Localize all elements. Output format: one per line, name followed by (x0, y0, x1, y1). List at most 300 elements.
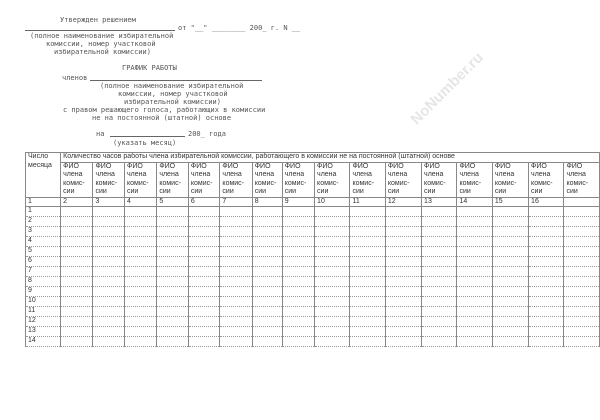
hours-cell[interactable] (457, 227, 492, 237)
hours-cell[interactable] (492, 217, 528, 227)
hours-cell[interactable] (157, 247, 189, 257)
hours-cell[interactable] (350, 287, 385, 297)
member-column-header: ФИО члена комис- сии (282, 162, 314, 197)
day-number: 4 (26, 237, 61, 247)
hours-cell[interactable] (61, 297, 93, 307)
commission-hint-1: (полное наименование избирательной (30, 32, 174, 40)
hours-cell[interactable] (188, 217, 220, 227)
hours-cell[interactable] (492, 237, 528, 247)
hours-cell[interactable] (252, 337, 282, 347)
hours-cell[interactable] (125, 307, 157, 317)
member-column-header: ФИО члена комис- сии (492, 162, 528, 197)
hours-cell[interactable] (385, 247, 421, 257)
hours-cell[interactable] (125, 297, 157, 307)
hours-cell[interactable] (422, 317, 457, 327)
hours-cell[interactable] (529, 307, 564, 317)
hours-cell[interactable] (350, 327, 385, 337)
column-number (564, 197, 600, 207)
hours-cell[interactable] (315, 257, 350, 267)
hours-cell[interactable] (93, 337, 125, 347)
day-column-header: Число месяца (26, 153, 61, 198)
hours-cell[interactable] (529, 327, 564, 337)
column-number: 3 (93, 197, 125, 207)
day-number: 13 (26, 327, 61, 337)
hours-cell[interactable] (315, 227, 350, 237)
hours-cell[interactable] (564, 337, 600, 347)
hours-cell[interactable] (492, 337, 528, 347)
hours-cell[interactable] (220, 237, 252, 247)
hours-cell[interactable] (492, 267, 528, 277)
column-number: 1 (26, 197, 61, 207)
hours-cell[interactable] (564, 267, 600, 277)
hours-cell[interactable] (282, 337, 314, 347)
hours-cell[interactable] (529, 247, 564, 257)
hours-cell[interactable] (282, 287, 314, 297)
day-number: 6 (26, 257, 61, 267)
hours-cell[interactable] (252, 247, 282, 257)
subtitle-2: не на постоянной (штатной) основе (92, 114, 232, 122)
hours-cell[interactable] (492, 257, 528, 267)
member-column-header: ФИО члена комис- сии (315, 162, 350, 197)
approved-label: Утвержден решением (60, 16, 136, 24)
hours-cell[interactable] (315, 337, 350, 347)
hours-cell[interactable] (457, 247, 492, 257)
hours-cell[interactable] (282, 217, 314, 227)
hours-cell[interactable] (125, 317, 157, 327)
hours-cell[interactable] (125, 327, 157, 337)
hours-cell[interactable] (385, 257, 421, 267)
hours-cell[interactable] (125, 217, 157, 227)
hours-cell[interactable] (350, 337, 385, 347)
document-title: ГРАФИК РАБОТЫ (122, 64, 177, 72)
hours-cell[interactable] (282, 227, 314, 237)
hours-cell[interactable] (457, 217, 492, 227)
hours-cell[interactable] (220, 257, 252, 267)
hours-cell[interactable] (315, 307, 350, 317)
hours-cell[interactable] (61, 317, 93, 327)
hours-cell[interactable] (188, 267, 220, 277)
hours-cell[interactable] (492, 307, 528, 317)
hours-cell[interactable] (157, 277, 189, 287)
day-number: 12 (26, 317, 61, 327)
hours-cell[interactable] (93, 327, 125, 337)
hours-cell[interactable] (385, 227, 421, 237)
hours-cell[interactable] (422, 207, 457, 217)
hours-cell[interactable] (282, 317, 314, 327)
column-number: 7 (220, 197, 252, 207)
hours-cell[interactable] (315, 297, 350, 307)
hours-cell[interactable] (385, 317, 421, 327)
hours-cell[interactable] (157, 337, 189, 347)
hours-cell[interactable] (457, 337, 492, 347)
hours-cell[interactable] (422, 337, 457, 347)
hours-cell[interactable] (564, 317, 600, 327)
members-label: членов (62, 74, 88, 82)
member-column-header: ФИО члена комис- сии (220, 162, 252, 197)
hours-cell[interactable] (385, 267, 421, 277)
hours-cell[interactable] (564, 327, 600, 337)
hours-cell[interactable] (315, 237, 350, 247)
day-number: 7 (26, 267, 61, 277)
hours-cell[interactable] (188, 207, 220, 217)
subtitle-1: с правом решающего голоса, работающих в комиссии (63, 106, 266, 114)
hours-cell[interactable] (252, 307, 282, 317)
column-number: 2 (61, 197, 93, 207)
commission-hint-3: избирательной комиссии) (54, 48, 151, 56)
hours-cell[interactable] (350, 257, 385, 267)
hours-cell[interactable] (220, 277, 252, 287)
hours-cell[interactable] (157, 267, 189, 277)
column-number: 11 (350, 197, 385, 207)
table-row (26, 207, 600, 217)
column-number: 13 (422, 197, 457, 207)
hours-cell[interactable] (220, 267, 252, 277)
hours-cell[interactable] (564, 307, 600, 317)
hours-cell[interactable] (157, 327, 189, 337)
hours-cell[interactable] (457, 317, 492, 327)
hours-cell[interactable] (220, 287, 252, 297)
hours-cell[interactable] (282, 257, 314, 267)
hours-cell[interactable] (252, 227, 282, 237)
hours-cell[interactable] (157, 207, 189, 217)
table-row (26, 337, 600, 347)
hours-cell[interactable] (188, 287, 220, 297)
hours-cell[interactable] (220, 227, 252, 237)
hours-cell[interactable] (61, 327, 93, 337)
hours-cell[interactable] (564, 257, 600, 267)
table-row (26, 267, 600, 277)
member-column-header: ФИО члена комис- сии (188, 162, 220, 197)
hours-cell[interactable] (315, 327, 350, 337)
day-number: 3 (26, 227, 61, 237)
hours-cell[interactable] (457, 297, 492, 307)
hours-cell[interactable] (529, 217, 564, 227)
member-column-header: ФИО члена комис- сии (457, 162, 492, 197)
hours-cell[interactable] (282, 327, 314, 337)
hours-cell[interactable] (157, 237, 189, 247)
hours-cell[interactable] (252, 257, 282, 267)
hours-cell[interactable] (93, 287, 125, 297)
hours-cell[interactable] (220, 317, 252, 327)
hours-cell[interactable] (315, 247, 350, 257)
hours-cell[interactable] (492, 247, 528, 257)
hours-cell[interactable] (457, 237, 492, 247)
hours-cell[interactable] (422, 217, 457, 227)
hours-cell[interactable] (188, 317, 220, 327)
hours-cell[interactable] (350, 267, 385, 277)
hours-cell[interactable] (350, 247, 385, 257)
hours-cell[interactable] (93, 257, 125, 267)
hours-cell[interactable] (188, 307, 220, 317)
hours-cell[interactable] (529, 337, 564, 347)
hours-cell[interactable] (350, 237, 385, 247)
hours-cell[interactable] (93, 227, 125, 237)
hours-cell[interactable] (282, 237, 314, 247)
hours-cell[interactable] (564, 287, 600, 297)
member-column-header: ФИО члена комис- сии (61, 162, 93, 197)
hours-cell[interactable] (220, 307, 252, 317)
hours-cell[interactable] (61, 337, 93, 347)
hours-cell[interactable] (125, 287, 157, 297)
hours-cell[interactable] (188, 237, 220, 247)
hours-cell[interactable] (492, 297, 528, 307)
hours-cell[interactable] (385, 297, 421, 307)
day-number: 5 (26, 247, 61, 257)
hours-cell[interactable] (188, 297, 220, 307)
hours-cell[interactable] (61, 237, 93, 247)
hours-cell[interactable] (125, 227, 157, 237)
hours-cell[interactable] (157, 257, 189, 267)
watermark: NoNumber.ru (407, 49, 487, 129)
hours-cell[interactable] (125, 257, 157, 267)
table-row (26, 237, 600, 247)
hours-cell[interactable] (529, 207, 564, 217)
hours-cell[interactable] (93, 277, 125, 287)
hours-cell[interactable] (93, 217, 125, 227)
hours-cell[interactable] (61, 307, 93, 317)
hours-cell[interactable] (315, 277, 350, 287)
hours-cell[interactable] (157, 217, 189, 227)
table-row (26, 287, 600, 297)
hours-cell[interactable] (385, 287, 421, 297)
hours-cell[interactable] (93, 237, 125, 247)
hours-cell[interactable] (125, 247, 157, 257)
hours-cell[interactable] (125, 277, 157, 287)
hours-cell[interactable] (457, 327, 492, 337)
day-number: 11 (26, 307, 61, 317)
hours-cell[interactable] (220, 217, 252, 227)
decision-date-line: от "__" ________ 200_ г. N __ (178, 24, 301, 32)
table-row (26, 327, 600, 337)
hours-cell[interactable] (457, 207, 492, 217)
hours-cell[interactable] (350, 217, 385, 227)
hours-cell[interactable] (188, 227, 220, 237)
hours-cell[interactable] (252, 317, 282, 327)
hours-cell[interactable] (564, 297, 600, 307)
column-number: 12 (385, 197, 421, 207)
hours-cell[interactable] (492, 317, 528, 327)
hours-cell[interactable] (457, 307, 492, 317)
table-row (26, 217, 600, 227)
member-column-header: ФИО члена комис- сии (93, 162, 125, 197)
day-number: 1 (26, 207, 61, 217)
column-number: 6 (188, 197, 220, 207)
hours-cell[interactable] (220, 297, 252, 307)
hours-cell[interactable] (422, 227, 457, 237)
hours-cell[interactable] (350, 207, 385, 217)
hours-cell[interactable] (157, 307, 189, 317)
hours-cell[interactable] (125, 337, 157, 347)
hours-cell[interactable] (93, 307, 125, 317)
hours-cell[interactable] (252, 297, 282, 307)
work-schedule-table (25, 152, 600, 347)
column-number: 9 (282, 197, 314, 207)
hours-cell[interactable] (61, 287, 93, 297)
hours-cell[interactable] (61, 277, 93, 287)
hours-cell[interactable] (350, 297, 385, 307)
members-hint-1: (полное наименование избирательной (100, 82, 244, 90)
hours-cell[interactable] (93, 267, 125, 277)
hours-cell[interactable] (350, 277, 385, 287)
member-column-header: ФИО члена комис- сии (564, 162, 600, 197)
hours-cell[interactable] (422, 287, 457, 297)
hours-cell[interactable] (457, 287, 492, 297)
hours-cell[interactable] (422, 297, 457, 307)
hours-cell[interactable] (529, 267, 564, 277)
hours-cell[interactable] (93, 297, 125, 307)
commission-name-line (25, 30, 175, 31)
hours-cell[interactable] (422, 267, 457, 277)
day-number: 2 (26, 217, 61, 227)
hours-cell[interactable] (457, 257, 492, 267)
hours-cell[interactable] (529, 317, 564, 327)
group-header: Количество часов работы члена избирательной комиссии, работающего в комиссии не на постоянной (штатной) основе (61, 153, 600, 163)
table-row (26, 297, 600, 307)
column-number: 15 (492, 197, 528, 207)
hours-cell[interactable] (529, 277, 564, 287)
hours-cell[interactable] (282, 307, 314, 317)
hours-cell[interactable] (125, 237, 157, 247)
hours-cell[interactable] (220, 247, 252, 257)
hours-cell[interactable] (385, 327, 421, 337)
hours-cell[interactable] (252, 237, 282, 247)
member-column-header: ФИО члена комис- сии (385, 162, 421, 197)
hours-cell[interactable] (188, 247, 220, 257)
hours-cell[interactable] (529, 287, 564, 297)
hours-cell[interactable] (157, 297, 189, 307)
members-hint-2: комиссии, номер участковой (118, 90, 228, 98)
column-number: 5 (157, 197, 189, 207)
month-hint: (указать месяц) (113, 139, 177, 147)
hours-cell[interactable] (282, 247, 314, 257)
hours-cell[interactable] (157, 227, 189, 237)
hours-cell[interactable] (188, 337, 220, 347)
hours-cell[interactable] (385, 207, 421, 217)
column-number: 16 (529, 197, 564, 207)
hours-cell[interactable] (422, 237, 457, 247)
hours-cell[interactable] (529, 257, 564, 267)
hours-cell[interactable] (422, 247, 457, 257)
hours-cell[interactable] (61, 217, 93, 227)
hours-cell[interactable] (529, 227, 564, 237)
column-number: 10 (315, 197, 350, 207)
hours-cell[interactable] (385, 277, 421, 287)
hours-cell[interactable] (564, 247, 600, 257)
day-number: 10 (26, 297, 61, 307)
hours-cell[interactable] (529, 237, 564, 247)
hours-cell[interactable] (457, 277, 492, 287)
hours-cell[interactable] (61, 227, 93, 237)
member-column-header: ФИО члена комис- сии (252, 162, 282, 197)
hours-cell[interactable] (315, 287, 350, 297)
hours-cell[interactable] (564, 217, 600, 227)
hours-cell[interactable] (350, 307, 385, 317)
month-prefix: на (96, 130, 105, 138)
hours-cell[interactable] (385, 217, 421, 227)
hours-cell[interactable] (457, 267, 492, 277)
hours-cell[interactable] (492, 327, 528, 337)
hours-cell[interactable] (93, 207, 125, 217)
hours-cell[interactable] (564, 237, 600, 247)
hours-cell[interactable] (252, 207, 282, 217)
hours-cell[interactable] (529, 297, 564, 307)
column-number: 8 (252, 197, 282, 207)
hours-cell[interactable] (61, 267, 93, 277)
hours-cell[interactable] (93, 317, 125, 327)
day-number: 9 (26, 287, 61, 297)
hours-cell[interactable] (220, 327, 252, 337)
hours-cell[interactable] (564, 207, 600, 217)
hours-cell[interactable] (188, 327, 220, 337)
hours-cell[interactable] (157, 317, 189, 327)
hours-cell[interactable] (422, 257, 457, 267)
hours-cell[interactable] (282, 297, 314, 307)
hours-cell[interactable] (385, 307, 421, 317)
hours-cell[interactable] (188, 257, 220, 267)
hours-cell[interactable] (385, 337, 421, 347)
column-number: 4 (125, 197, 157, 207)
members-line (90, 80, 262, 81)
member-column-header: ФИО члена комис- сии (125, 162, 157, 197)
hours-cell[interactable] (422, 307, 457, 317)
hours-cell[interactable] (220, 337, 252, 347)
hours-cell[interactable] (564, 227, 600, 237)
hours-cell[interactable] (315, 207, 350, 217)
hours-cell[interactable] (315, 317, 350, 327)
hours-cell[interactable] (350, 227, 385, 237)
day-number: 14 (26, 337, 61, 347)
hours-cell[interactable] (252, 287, 282, 297)
hours-cell[interactable] (282, 207, 314, 217)
hours-cell[interactable] (385, 237, 421, 247)
commission-hint-2: комиссии, номер участковой (46, 40, 156, 48)
hours-cell[interactable] (492, 287, 528, 297)
hours-cell[interactable] (315, 217, 350, 227)
table-row (26, 247, 600, 257)
hours-cell[interactable] (252, 277, 282, 287)
table-row (26, 227, 600, 237)
hours-cell[interactable] (564, 277, 600, 287)
hours-cell[interactable] (125, 267, 157, 277)
hours-cell[interactable] (188, 277, 220, 287)
hours-cell[interactable] (492, 277, 528, 287)
hours-cell[interactable] (282, 267, 314, 277)
hours-cell[interactable] (492, 207, 528, 217)
hours-cell[interactable] (220, 207, 252, 217)
hours-cell[interactable] (93, 247, 125, 257)
hours-cell[interactable] (492, 227, 528, 237)
hours-cell[interactable] (252, 327, 282, 337)
table-row (26, 317, 600, 327)
hours-cell[interactable] (61, 247, 93, 257)
hours-cell[interactable] (157, 287, 189, 297)
hours-cell[interactable] (252, 217, 282, 227)
member-column-header: ФИО члена комис- сии (350, 162, 385, 197)
hours-cell[interactable] (422, 277, 457, 287)
hours-cell[interactable] (61, 257, 93, 267)
hours-cell[interactable] (61, 207, 93, 217)
hours-cell[interactable] (315, 267, 350, 277)
member-column-header: ФИО члена комис- сии (157, 162, 189, 197)
hours-cell[interactable] (125, 207, 157, 217)
hours-cell[interactable] (350, 317, 385, 327)
month-line (110, 136, 185, 137)
members-hint-3: избирательной комиссии) (124, 98, 221, 106)
month-suffix: 200_ года (188, 130, 226, 138)
hours-cell[interactable] (252, 267, 282, 277)
hours-cell[interactable] (282, 277, 314, 287)
hours-cell[interactable] (422, 327, 457, 337)
